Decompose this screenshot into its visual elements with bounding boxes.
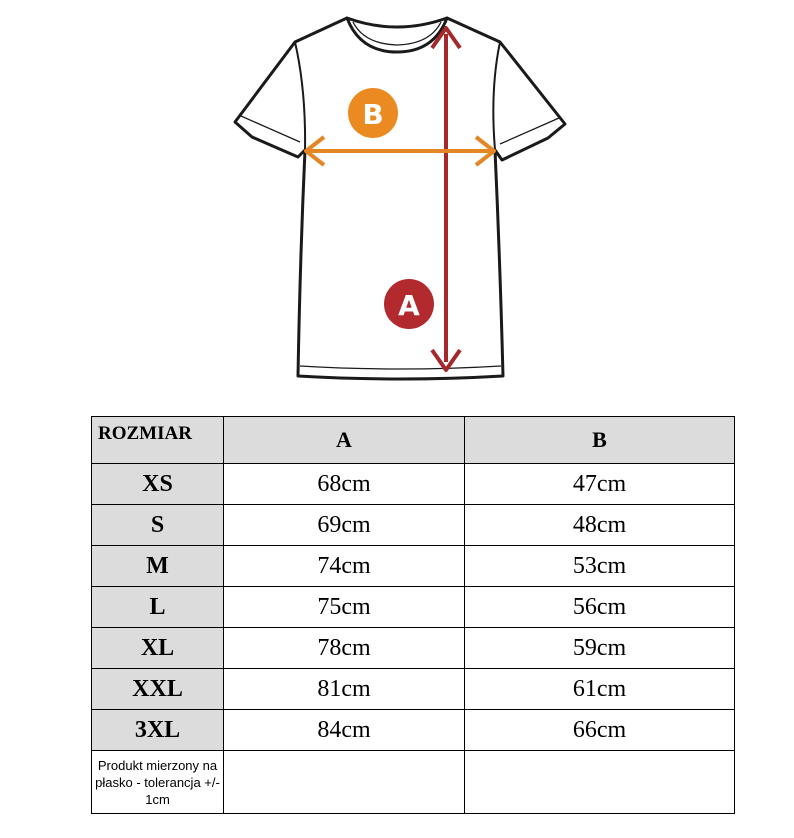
table-row bbox=[92, 505, 735, 546]
value-a-cell: 84cm bbox=[224, 710, 465, 751]
size-cell: XS bbox=[92, 464, 224, 505]
note-row bbox=[92, 751, 735, 814]
table-row bbox=[92, 628, 735, 669]
value-a-cell: 81cm bbox=[224, 669, 465, 710]
value-b-cell: 59cm bbox=[465, 628, 735, 669]
measurement-note: Produkt mierzony na płasko - tolerancja +/- 1cm bbox=[92, 751, 224, 814]
value-a-cell: 68cm bbox=[224, 464, 465, 505]
table-row bbox=[92, 464, 735, 505]
value-b-cell: 61cm bbox=[465, 669, 735, 710]
badge-b-label: B bbox=[362, 98, 384, 131]
size-cell: XXL bbox=[92, 669, 224, 710]
value-a-cell: 75cm bbox=[224, 587, 465, 628]
table-header-row bbox=[92, 417, 735, 464]
size-cell: 3XL bbox=[92, 710, 224, 751]
header-size: ROZMIAR bbox=[92, 417, 224, 464]
size-cell: XL bbox=[92, 628, 224, 669]
header-a: A bbox=[224, 417, 465, 464]
badge-a bbox=[384, 279, 434, 329]
table-row bbox=[92, 669, 735, 710]
badge-b bbox=[348, 88, 398, 138]
value-b-cell: 47cm bbox=[465, 464, 735, 505]
value-b-cell: 66cm bbox=[465, 710, 735, 751]
table-row bbox=[92, 710, 735, 751]
value-b-cell: 48cm bbox=[465, 505, 735, 546]
tshirt-diagram bbox=[0, 0, 794, 400]
header-b: B bbox=[465, 417, 735, 464]
value-a-cell: 74cm bbox=[224, 546, 465, 587]
value-a-cell: 78cm bbox=[224, 628, 465, 669]
badge-a-label: A bbox=[398, 289, 420, 322]
size-cell: S bbox=[92, 505, 224, 546]
table-row bbox=[92, 546, 735, 587]
size-cell: M bbox=[92, 546, 224, 587]
value-a-cell: 69cm bbox=[224, 505, 465, 546]
empty-cell bbox=[224, 751, 465, 814]
value-b-cell: 53cm bbox=[465, 546, 735, 587]
table-row bbox=[92, 587, 735, 628]
value-b-cell: 56cm bbox=[465, 587, 735, 628]
empty-cell bbox=[465, 751, 735, 814]
size-table bbox=[91, 416, 735, 814]
size-cell: L bbox=[92, 587, 224, 628]
